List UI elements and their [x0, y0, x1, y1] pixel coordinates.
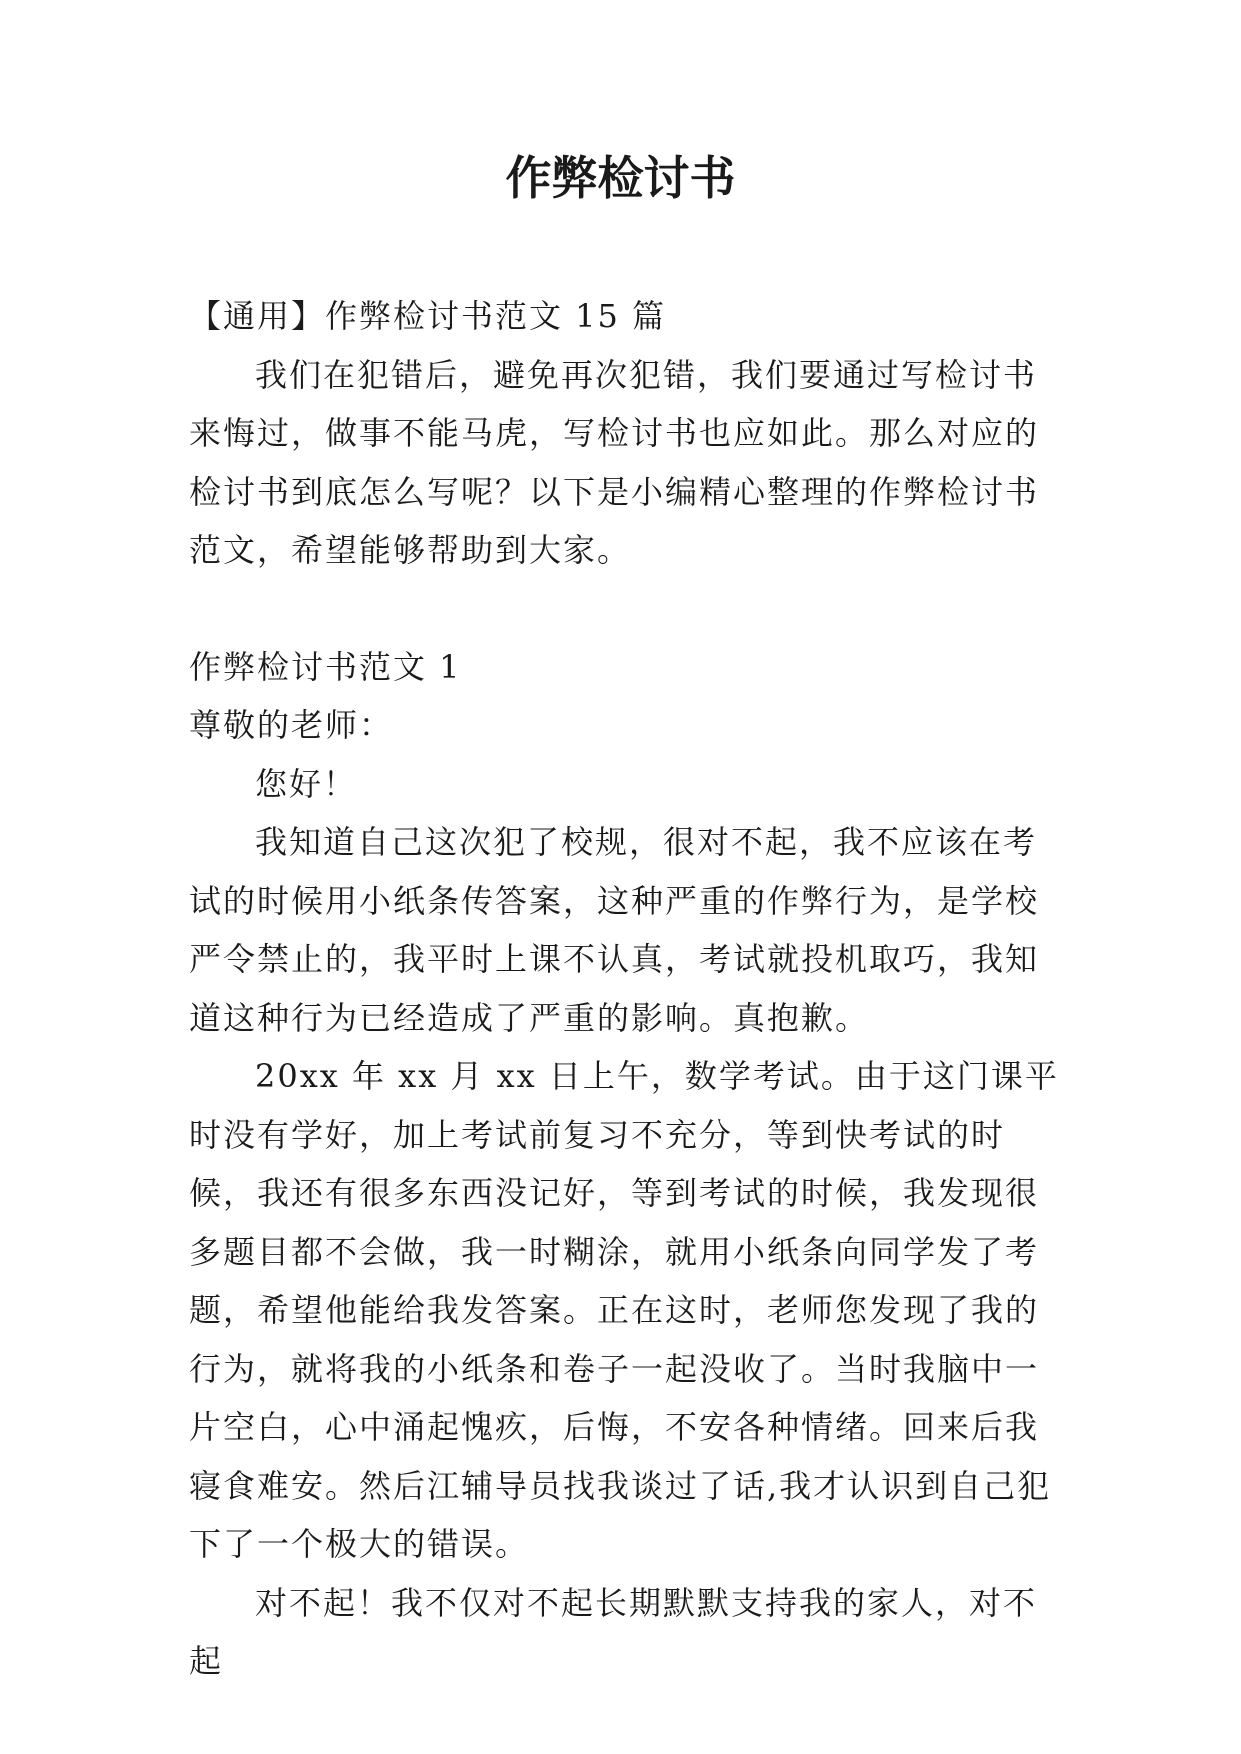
greeting: 您好！ — [255, 764, 358, 803]
body-paragraph: 20xx 年 xx 月 xx 日上午，数学考试。由于这门课平时没有学好，加上考试前复习不充分，等到快考试的时候，我还有很多东西没记好，等到考试的时候，我发现很多题目都不会做，我一时糊涂，就用小纸条向同学发了考题，希望他能给我发答案。正在这时，老师您发现了我的行为，就将我的小纸条和卷子一起没收了。当时我脑中一片空白，心中涌起愧疚，后悔，不安各种情绪。回来后我寝食难安。然后江辅导员找我谈过了话,我才认识到自己犯下了一个极大的错误。 — [189, 1057, 1059, 1563]
document-subtitle: 【通用】作弊检讨书范文 15 篇 — [189, 297, 667, 335]
body-paragraph: 对不起！我不仅对不起长期默默支持我的家人，对不起 — [189, 1583, 1038, 1680]
intro-paragraph: 我们在犯错后，避免再次犯错，我们要通过写检讨书来悔过，做事不能马虎，写检讨书也应如此。那么对应的检讨书到底怎么写呢？以下是小编精心整理的作弊检讨书范文，希望能够帮助到大家。 — [189, 355, 1040, 569]
document-body — [189, 287, 1061, 1691]
section-heading: 作弊检讨书范文 1 — [189, 647, 462, 686]
salutation: 尊敬的老师： — [189, 706, 394, 744]
document-title: 作弊检讨书 — [505, 151, 736, 205]
body-paragraph: 我知道自己这次犯了校规，很对不起，我不应该在考试的时候用小纸条传答案，这种严重的作弊行为，是学校严令禁止的，我平时上课不认真，考试就投机取巧，我知道这种行为已经造成了严重的影响。真抱歉。 — [189, 823, 1040, 1037]
paragraph-gap — [189, 580, 1061, 638]
